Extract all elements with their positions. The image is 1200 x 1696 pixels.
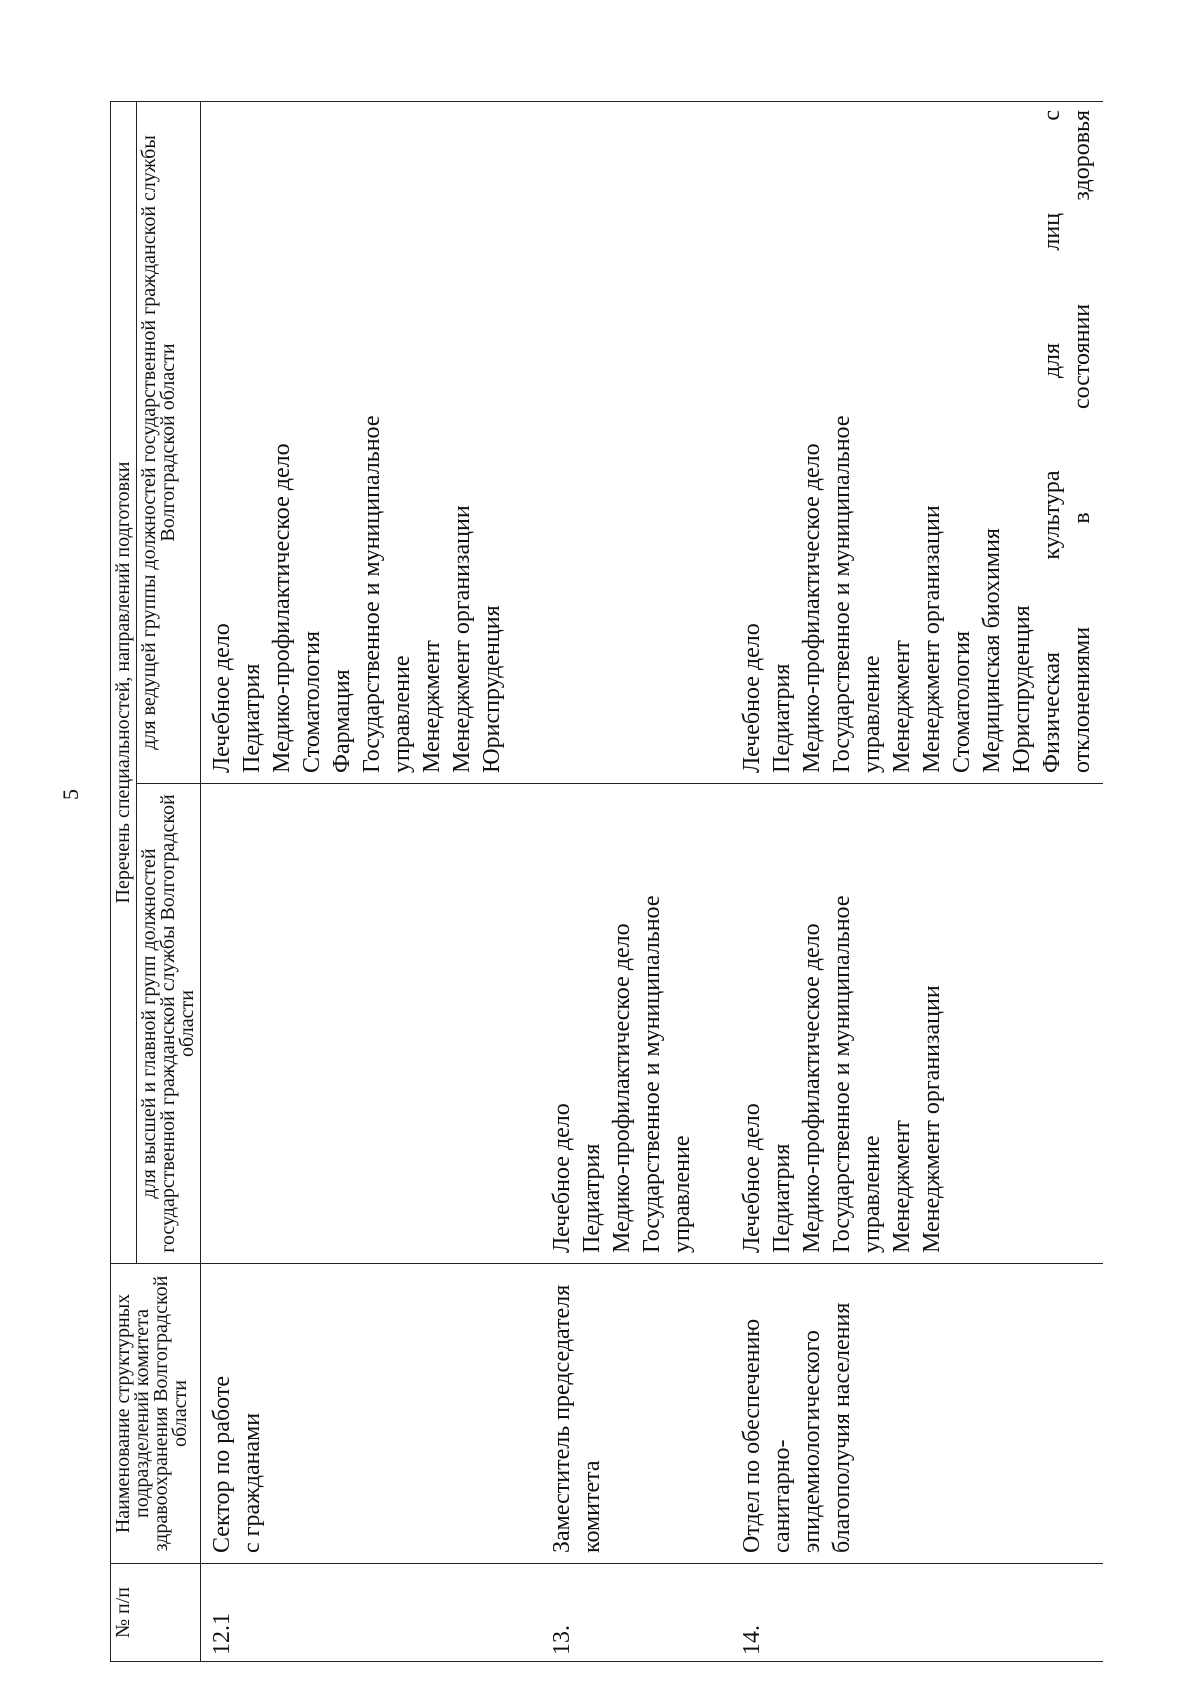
cell-line: Менеджмент организации bbox=[919, 985, 945, 1253]
cell-line: Государственное и муниципальное bbox=[829, 415, 855, 773]
justified-line bbox=[1067, 110, 1097, 773]
higher-group-specialties-cell bbox=[201, 784, 514, 1264]
row-number: 12.1 bbox=[201, 1564, 514, 1662]
header-higher-group: для высшей и главной групп должностей государственной гражданской службы Волгоградской области bbox=[137, 784, 201, 1264]
cell-line: Лечебное дело bbox=[739, 623, 765, 773]
row-number: 14. bbox=[703, 1564, 1103, 1662]
leading-group-specialties-cell bbox=[703, 101, 1103, 783]
leading-group-specialties-cell bbox=[513, 101, 703, 783]
page-number: 5 bbox=[58, 789, 83, 800]
cell-line: комитета bbox=[579, 1460, 605, 1553]
cell-line: Государственное и муниципальное bbox=[829, 895, 855, 1253]
unit-name-cell bbox=[201, 1264, 514, 1564]
header-number: № п/п bbox=[111, 1564, 201, 1662]
specialties-table bbox=[110, 101, 1103, 1662]
cell-line: Лечебное дело bbox=[209, 623, 235, 773]
rotated-table-container bbox=[110, 102, 1095, 1662]
cell-line: Юриспруденция bbox=[1009, 605, 1035, 773]
cell-line: Сектор по работе bbox=[209, 1376, 235, 1553]
header-unit-name: Наименование структурных подразделений комитета здравоохранения Волгоградской области bbox=[111, 1264, 201, 1564]
cell-line: Менеджмент bbox=[419, 640, 445, 773]
table-row bbox=[703, 101, 1103, 1661]
row-number: 13. bbox=[513, 1564, 703, 1662]
cell-line: Медико-профилактическое дело bbox=[799, 443, 825, 773]
cell-line: Медико-профилактическое дело bbox=[799, 923, 825, 1253]
cell-line: Юриспруденция bbox=[479, 605, 505, 773]
table-row bbox=[513, 101, 703, 1661]
cell-line: Лечебное дело bbox=[549, 1103, 575, 1253]
cell-line: Педиатрия bbox=[769, 663, 795, 773]
cell-line: эпидемиологического bbox=[799, 1330, 825, 1553]
cell-line: Медико-профилактическое дело bbox=[269, 443, 295, 773]
word: отклонениями bbox=[1069, 626, 1095, 773]
word: здоровья bbox=[1069, 109, 1095, 201]
cell-line: Государственное и муниципальное bbox=[359, 415, 385, 773]
higher-group-specialties-cell bbox=[703, 784, 1103, 1264]
cell-line: Менеджмент bbox=[889, 1120, 915, 1253]
cell-line: Менеджмент организации bbox=[919, 505, 945, 773]
cell-line: управление bbox=[859, 655, 885, 773]
cell-line: Государственное и муниципальное bbox=[639, 895, 665, 1253]
cell-line: Фармация bbox=[329, 669, 355, 773]
cell-line: управление bbox=[389, 655, 415, 773]
unit-name-cell bbox=[513, 1264, 703, 1564]
cell-line: Менеджмент bbox=[889, 640, 915, 773]
word: лиц bbox=[1039, 212, 1065, 251]
word: состоянии bbox=[1069, 303, 1095, 410]
cell-line: санитарно- bbox=[769, 1439, 795, 1553]
cell-line: с гражданами bbox=[239, 1412, 265, 1553]
word: Физическая bbox=[1039, 651, 1065, 773]
justified-line bbox=[1037, 110, 1067, 773]
cell-line: Стоматология bbox=[299, 630, 325, 773]
cell-line: благополучия населения bbox=[829, 1302, 855, 1553]
cell-line: Педиатрия bbox=[769, 1143, 795, 1253]
cell-line: Педиатрия bbox=[579, 1143, 605, 1253]
cell-line: Медико-профилактическое дело bbox=[609, 923, 635, 1253]
header-specialties-list: Перечень специальностей, направлений подготовки bbox=[111, 101, 137, 1263]
leading-group-specialties-cell bbox=[201, 101, 514, 783]
cell-line: Стоматология bbox=[949, 630, 975, 773]
cell-line: Менеджмент организации bbox=[449, 505, 475, 773]
table-row bbox=[201, 101, 514, 1661]
cell-line: Отдел по обеспечению bbox=[739, 1318, 765, 1553]
word: с bbox=[1039, 109, 1065, 121]
word: для bbox=[1039, 342, 1065, 379]
cell-line: Медицинская биохимия bbox=[979, 528, 1005, 773]
cell-line: управление bbox=[669, 1135, 695, 1253]
higher-group-specialties-cell bbox=[513, 784, 703, 1264]
word: в bbox=[1069, 512, 1095, 524]
unit-name-cell bbox=[703, 1264, 1103, 1564]
cell-line: Педиатрия bbox=[239, 663, 265, 773]
word: культура bbox=[1039, 470, 1065, 560]
cell-line: Заместитель председателя bbox=[549, 1284, 575, 1553]
cell-line: управление bbox=[859, 1135, 885, 1253]
header-leading-group: для ведущей группы должностей государственной гражданской службы Волгоградской области bbox=[137, 101, 201, 783]
cell-line: Лечебное дело bbox=[739, 1103, 765, 1253]
